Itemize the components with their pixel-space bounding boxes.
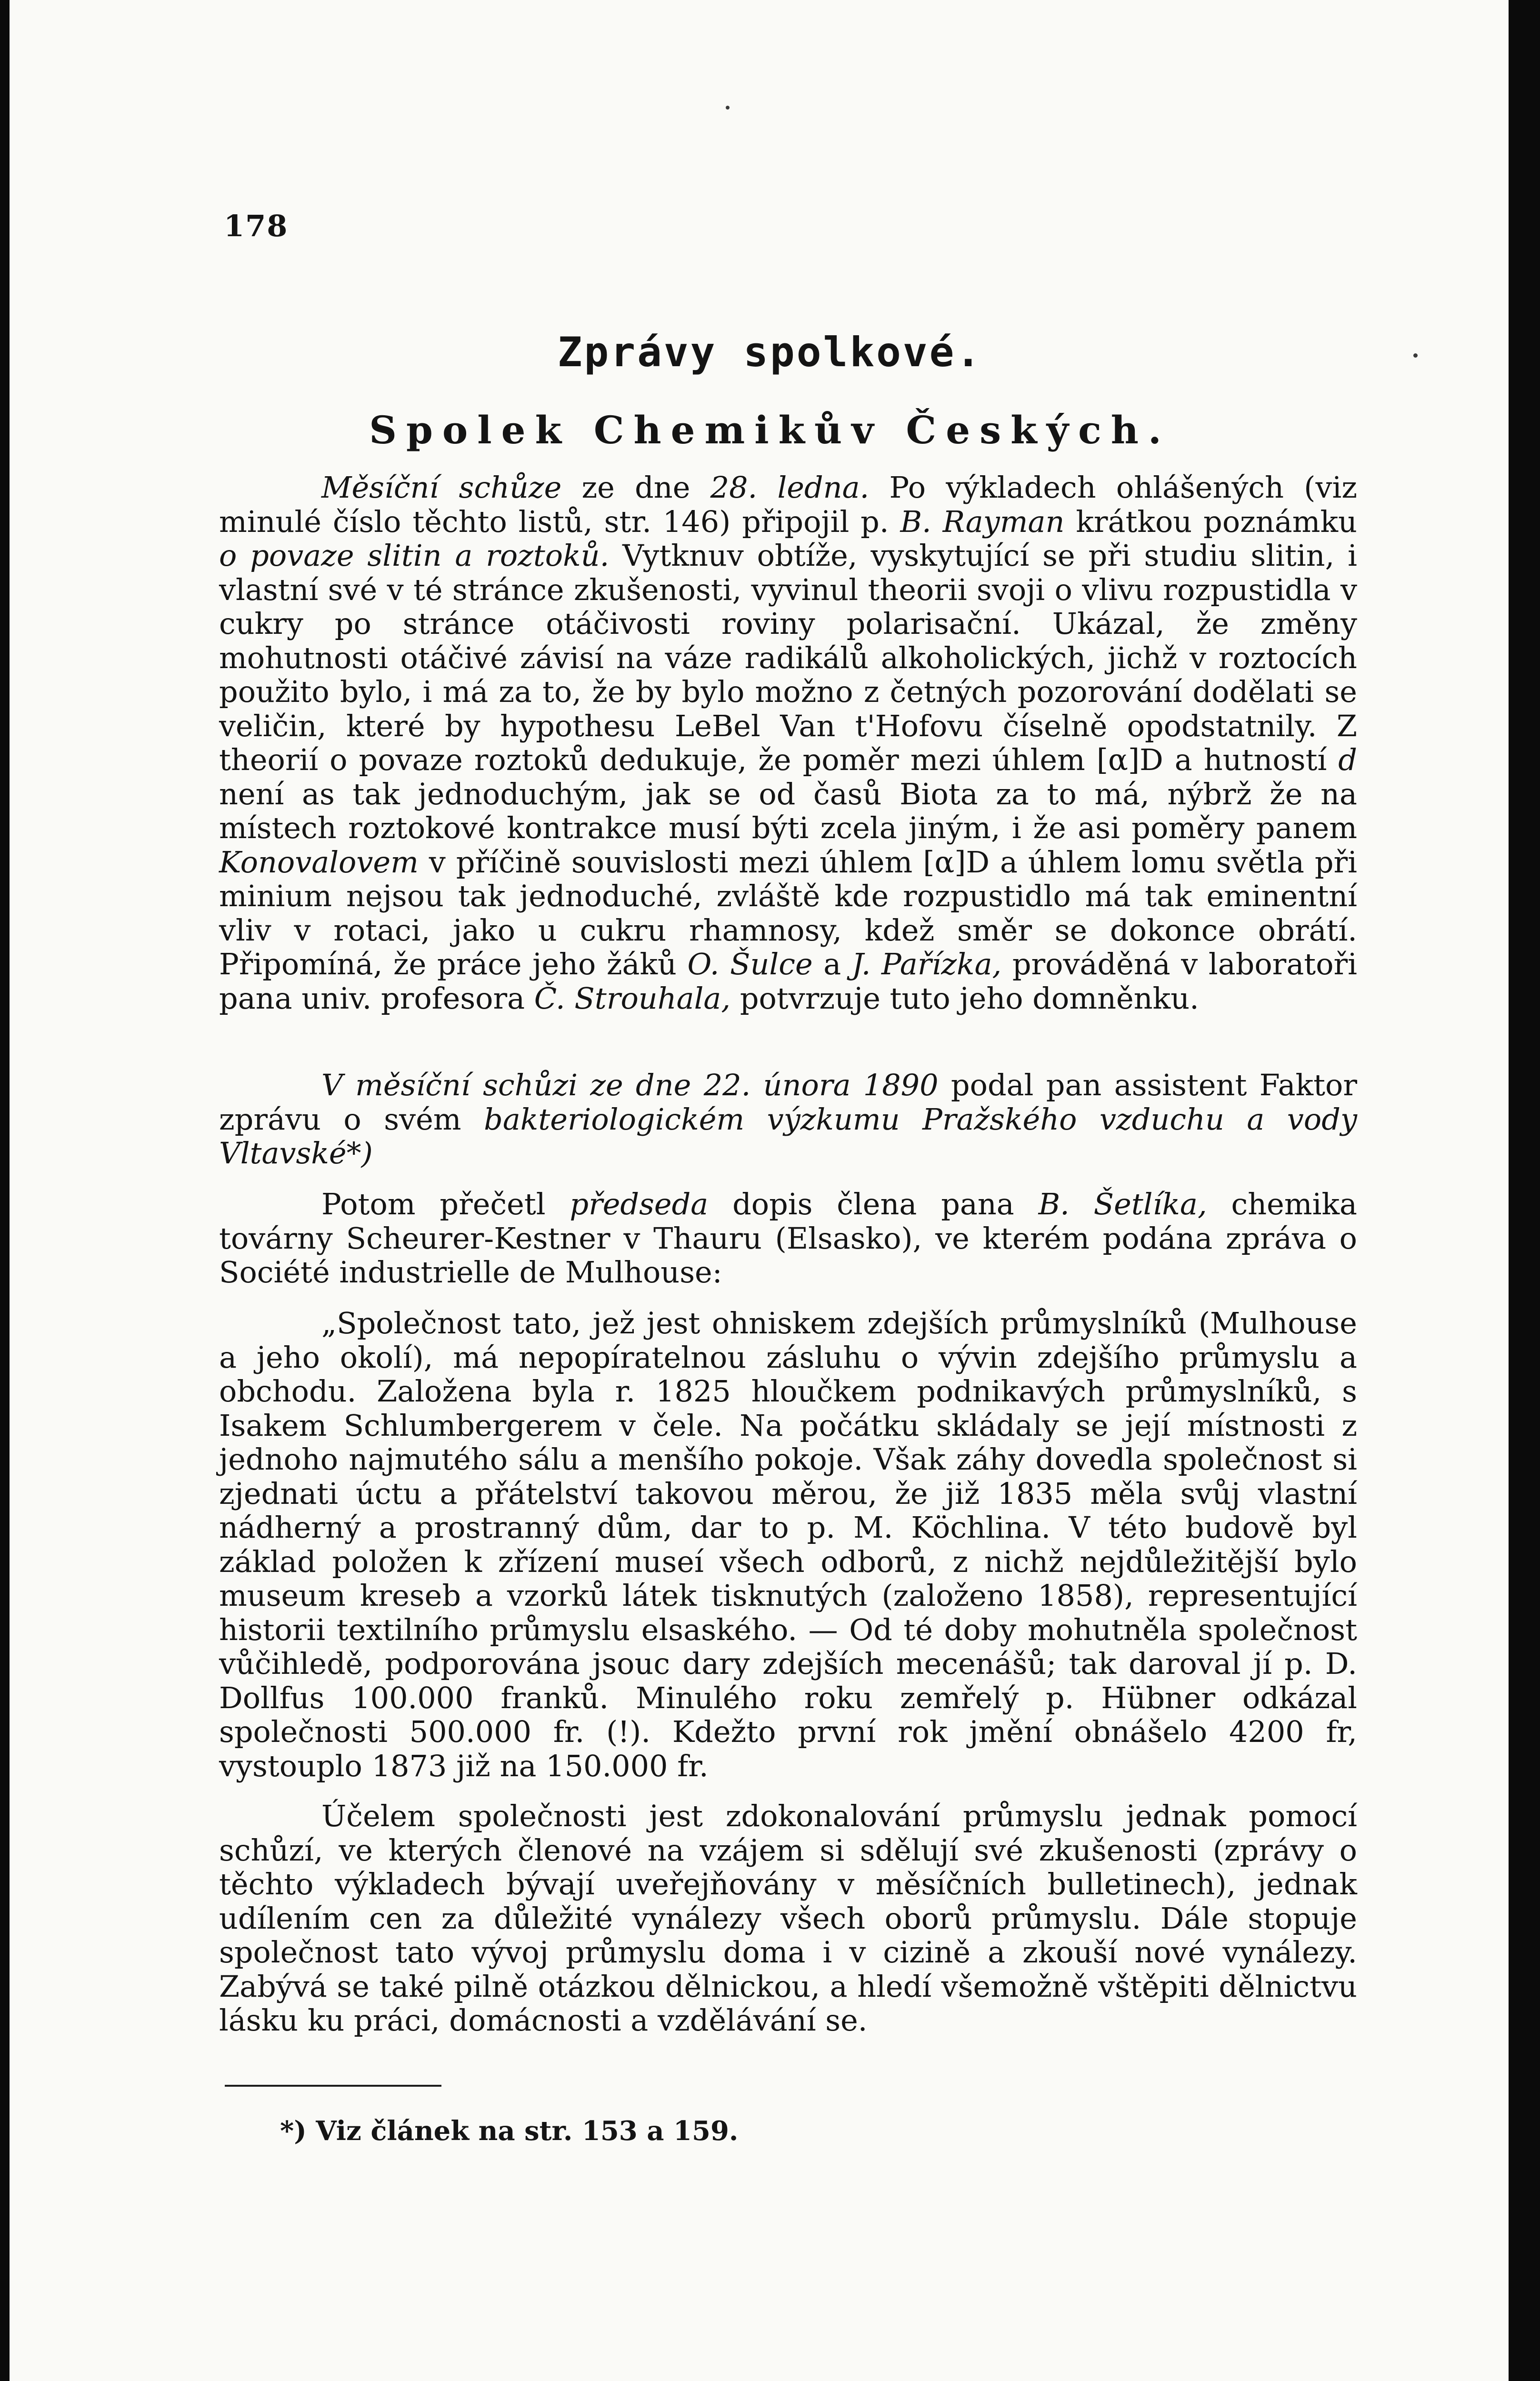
italic-run: O. Šulce xyxy=(687,947,813,981)
text-run: není as tak jednoduchým, jak se od časů Biota za to má, nýbrž že na místech roztokové kontrakce musí býti zcela jiným, i že asi poměry panem xyxy=(219,776,1357,845)
text-run: potvrzuje tuto jeho domněnku. xyxy=(730,980,1199,1016)
scan-speck xyxy=(726,106,730,110)
paragraph-society-purpose xyxy=(219,1799,1357,2038)
paragraph-monthly-meeting-january xyxy=(219,470,1357,1015)
text-run: a xyxy=(812,947,852,981)
paragraph-letter-setlik xyxy=(219,1187,1357,1290)
text-run: Potom přečetl xyxy=(321,1187,570,1221)
text-run: podal pan assistent Faktor zprávu o svém xyxy=(219,1068,1357,1137)
text-run: Po výkladech ohlášených (viz minulé číslo těchto listů, str. 146) připojil p. xyxy=(219,470,1357,539)
italic-run: bakteriologickém výzkumu Pražského vzduchu a vody Vltavské*) xyxy=(219,1101,1357,1170)
text-run: Účelem společnosti jest zdokonalování průmyslu jednak pomocí schůzí, ve kterých členové na vzájem si sdělují své zkušenosti (zprávy o těchto výkladech bývají uveřejňovány v měsíčních bulletinech), jednak udílením cen za důležité vynálezy všech oborů průmyslu. Dále stopuje společnost tato vývoj průmyslu doma i v cizině a zkouší nové vynálezy. Zabývá se také pilně otázkou dělnickou, a hledí všemožně vštěpiti dělnictvu lásku ku práci, domácnosti a vzdělávání se. xyxy=(219,1799,1357,2038)
text-run: „Společnost tato, jež jest ohniskem zdejších průmyslníků (Mulhouse a jeho okolí), má nepopíratelnou zásluhu o vývin zdejšího průmyslu a obchodu. Založena byla r. 1825 hloučkem podnikavých průmyslníků, s Isakem Schlumbergerem v čele. Na počátku skládaly se její místnosti z jednoho najmutého sálu a menšího pokoje. Však záhy dovedla společnost si zjednati úctu a přátelství takovou měrou, že již 1835 měla svůj vlastní nádherný a prostranný dům, dar to p. M. Köchlina. V této budově byl základ položen k zřízení museí všech odborů, z nichž nejdůležitější bylo museum kreseb a vzorků látek tisknutých (založeno 1858), representující historii textilního průmyslu elsaského. — Od té doby mohutněla společnost vůčihledě, podporována jsouc dary zdejších mecenášů; tak daroval jí p. D. Dollfus 100.000 franků. Minulého roku zemřelý p. Hübner odkázal společnosti 500.000 fr. (!). Kdežto první rok jmění obnášelo 4200 fr, vystouplo 1873 již na 150.000 fr. xyxy=(219,1306,1357,1783)
italic-run: J. Pařízka, xyxy=(851,947,1002,981)
italic-run: Měsíční schůze xyxy=(321,470,562,505)
italic-run: 28. ledna. xyxy=(710,470,870,505)
society-heading: Spolek Chemikův Českých. xyxy=(369,408,1171,452)
text-run: ze dne xyxy=(561,470,710,505)
text-run: chemika továrny Scheurer-Kestner v Thauru (Elsasko), ve kterém podána zpráva o Société industrielle de Mulhouse: xyxy=(219,1187,1357,1290)
italic-run: d xyxy=(1338,742,1357,777)
italic-run: B. Šetlíka, xyxy=(1038,1187,1207,1221)
paragraph-monthly-meeting-february xyxy=(219,1068,1357,1170)
paragraph-society-history-quote xyxy=(219,1306,1357,1783)
section-title: Zprávy spolkové. xyxy=(557,329,983,376)
text-run: v příčině souvislosti mezi úhlem [α]D a úhlem lomu světla při minium nejsou tak jednoduché, zvláště kde rozpustidlo má tak eminentní vliv v rotaci, jako u cukru rhamnosy, kdež směr se dokonce obrátí. Připomíná, že práce jeho žáků xyxy=(219,844,1357,981)
italic-run: B. Rayman xyxy=(900,504,1065,539)
footnote: *) Viz článek na str. 153 a 159. xyxy=(280,2115,739,2147)
text-run: prováděná v laboratoři pana univ. profesora xyxy=(219,947,1357,1016)
italic-run: o povaze slitin a roztoků. xyxy=(219,538,610,573)
italic-run: V měsíční schůzi ze dne 22. února 1890 xyxy=(321,1068,939,1102)
text-run: dopis člena pana xyxy=(708,1187,1039,1221)
italic-run: Č. Strouhala, xyxy=(534,980,731,1016)
text-run: Vytknuv obtíže, vyskytující se při studiu slitin, i vlastní své v té stránce zkušenosti, vyvinul theorii svoji o vlivu rozpustidla v cukry po stránce otáčivosti roviny polarisační. Ukázal, že změny mohutnosti otáčivé závisí na váze radikálů alkoholických, jichž v roztocích použito bylo, i má za to, že by bylo možno z četných pozorování dodělati se veličin, které by hypothesu LeBel Van t'Hofovu číselně opodstatnily. Z theorií o povaze roztoků dedukuje, že poměr mezi úhlem [α]D a hutností xyxy=(219,538,1358,777)
italic-run: Konovalovem xyxy=(219,844,419,880)
text-run: krátkou poznámku xyxy=(1064,504,1357,539)
italic-run: předseda xyxy=(570,1187,709,1221)
footnote-rule xyxy=(225,2085,441,2087)
page-number: 178 xyxy=(224,209,289,243)
